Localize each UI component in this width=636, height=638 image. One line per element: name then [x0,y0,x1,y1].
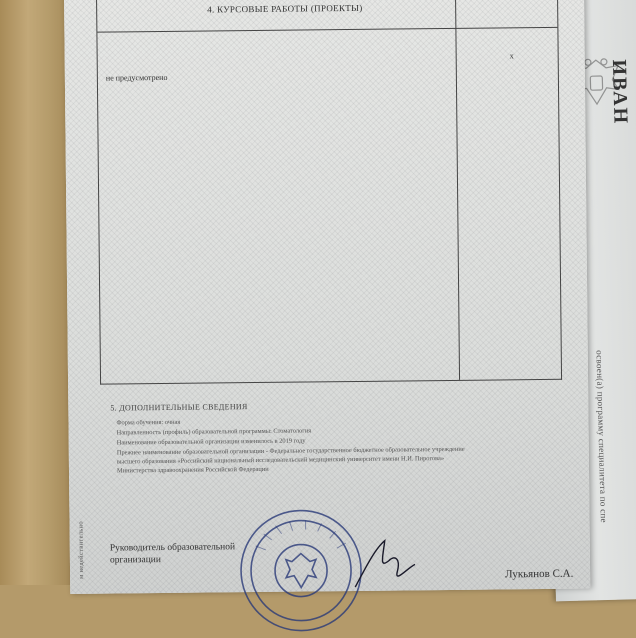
head-label-line2: организации [110,555,161,566]
holder-name-fragment: ИВАН [607,59,632,125]
validity-vertical-text: м недействительно [78,521,86,579]
diploma-supplement-page [64,0,590,594]
table-header-divider [97,27,557,33]
course-work-entry: не предусмотрено [106,73,168,83]
section-4-title: 4. КУРСОВЫЕ РАБОТЫ (ПРОЕКТЫ) [207,3,362,15]
signer-name: Лукьянов С.А. [505,568,573,581]
program-profile-line: Направленность (профиль) образовательной программы: Стоматология [117,427,312,436]
desk-surface [0,0,70,585]
table-column-divider [455,0,460,380]
course-works-table [96,0,562,385]
name-change-line: Наименование образовательной организации изменилось в 2019 году [117,437,306,446]
study-form-line: Форма обучения: очная [116,419,180,427]
former-name-line-2: высшего образования «Российский национальный исследовательский медицинский университет имени Н.И. Пирогова» [117,455,444,465]
ministry-line: Министерства здравоохранения Российской Федерации [117,466,269,475]
head-label-line1: Руководитель образовательной [110,542,235,553]
course-work-grade: х [510,51,514,60]
former-name-line: Прежнее наименование образовательной организации - Федеральное государственное бюджетное образовательное учреждение [117,446,465,457]
program-text-fragment: освоен(а) программу специалитета по спе [594,350,609,523]
handwritten-signature [345,538,426,589]
section-5-title: 5. ДОПОЛНИТЕЛЬНЫЕ СВЕДЕНИЯ [110,402,247,412]
